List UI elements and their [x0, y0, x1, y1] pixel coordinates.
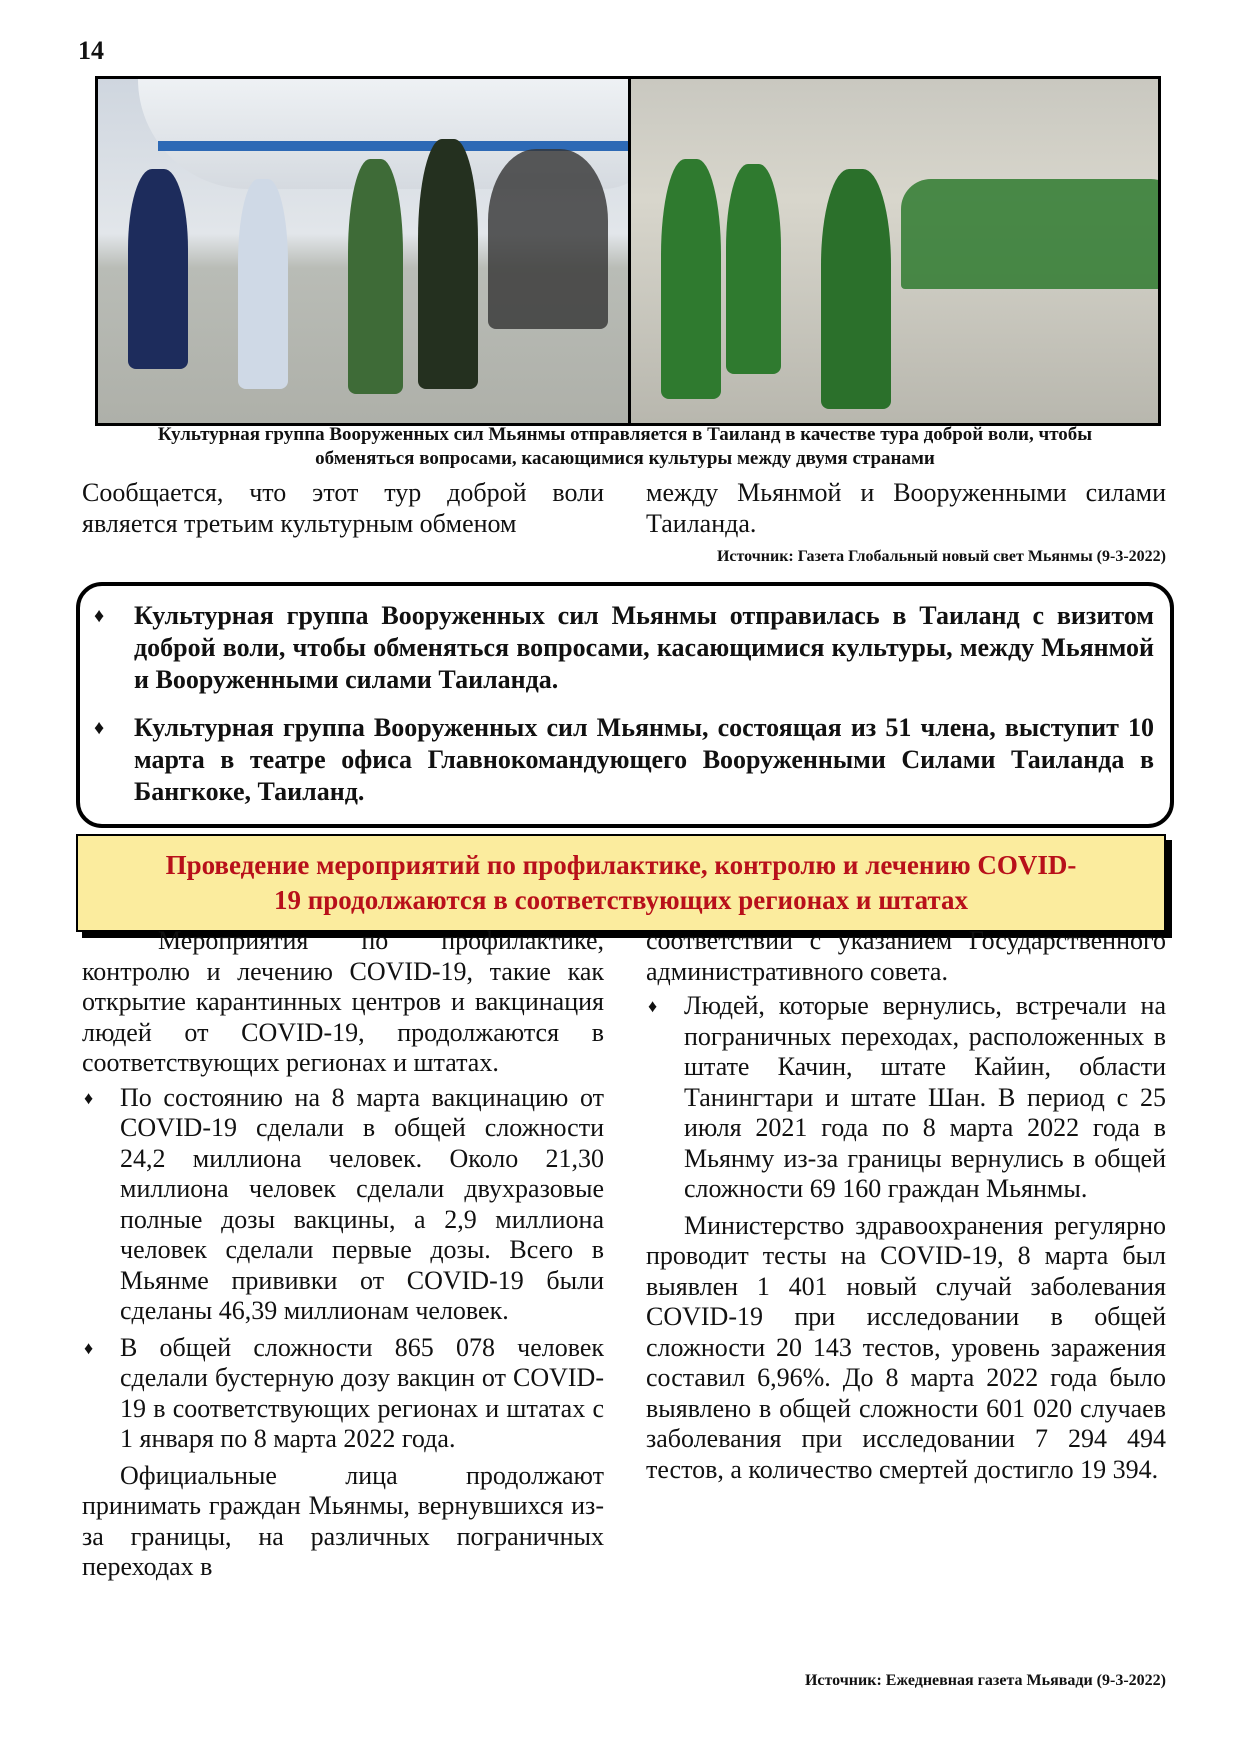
highlight-bullet-1: [94, 600, 1154, 696]
article2-source: Источник: Ежедневная газета Мьявади (9-3-2022): [804, 1672, 1166, 1689]
headline-line2: 19 продолжаются в соответствующих регионах и штатах: [273, 885, 968, 915]
photo-caption-line1: Культурная группа Вооруженных сил Мьянмы отправляется в Таиланд в качестве тура доброй воли, чтобы: [157, 424, 1093, 445]
list-item: [82, 1333, 604, 1455]
article1-right-text: между Мьянмой и Вооруженными силами Таиланда.: [646, 478, 1166, 538]
photo-soldiers-line: [631, 79, 1158, 423]
article2-headline: [76, 834, 1166, 932]
bullet-icon: ♦: [84, 1337, 94, 1358]
bullet-icon: ♦: [94, 717, 105, 739]
photo-caption: [95, 423, 1155, 471]
highlight-bullet-2-text: Культурная группа Вооруженных сил Мьянмы, состоящая из 51 члена, выступит 10 марта в театре офиса Главнокомандующего Вооруженными Силами Таиланда в Бангкоке, Таиланд.: [134, 713, 1154, 806]
highlights-box: [76, 582, 1174, 828]
article2-para-end: Официальные лица продолжают принимать граждан Мьянмы, вернувшихся из-за границы, на различных пограничных переходах в: [82, 1460, 604, 1581]
list-item-text: Людей, которые вернулись, встречали на пограничных переходах, расположенных в штате Качин, штате Кайин, области Танингтари и штате Шан. В период с 25 июля 2021 года по 8 марта 2022 года в Мьянму из-за границы вернулись в общей сложности 69 160 граждан Мьянмы.: [684, 991, 1166, 1203]
article1-left-text: Сообщается, что этот тур доброй воли является третьим культурным обменом: [82, 478, 604, 538]
article1-source: Источник: Газета Глобальный новый свет Мьянмы (9-3-2022): [716, 548, 1166, 565]
bullet-icon: ♦: [648, 996, 658, 1016]
list-item-text: По состоянию на 8 марта вакцинацию от COVID-19 сделали в общей сложности 24,2 миллиона человек. Около 21,30 миллиона человек сделали двухразовые полные дозы вакцины, а 2,9 миллиона человек сделали первые дозы. Всего в Мьянме прививки от COVID-19 были сделаны 46,39 миллионам человек.: [120, 1082, 604, 1325]
list-item-text: В общей сложности 865 078 человек сделали бустерную дозу вакцин от COVID-19 в соответствующих регионах и штатах с 1 января по 8 марта 2022 года.: [120, 1332, 604, 1453]
page-number: 14: [78, 36, 104, 65]
article2-intro: Мероприятия по профилактике, контролю и лечению COVID-19, такие как открытие карантинных центров и вакцинация людей от COVID-19, продолжаются в соответствующих регионах и штатах.: [82, 926, 604, 1077]
bullet-icon: ♦: [84, 1087, 94, 1108]
bullet-icon: ♦: [94, 605, 105, 627]
highlight-bullet-1-text: Культурная группа Вооруженных сил Мьянмы отправилась в Таиланд с визитом доброй воли, чтобы обменяться вопросами, касающимися культуры, между Мьянмой и Вооруженными силами Таиланда.: [134, 601, 1154, 694]
headline-line1: Проведение мероприятий по профилактике, контролю и лечению COVID-: [165, 850, 1077, 880]
photo-caption-line2: обменяться вопросами, касающимися культуры между двумя странами: [315, 448, 935, 469]
article2-continuation: соответствии с указанием Государственного административного совета.: [646, 926, 1166, 986]
article2-left-column: [82, 926, 604, 1583]
article2-ministry-para: Министерство здравоохранения регулярно проводит тесты на COVID-19, 8 марта был выявлен 1 401 новый случай заболевания COVID-19 при исследовании в общей сложности 20 143 тестов, уровень заражения составил 6,96%. До 8 марта 2022 года было выявлено в общей сложности 601 020 случаев заболевания при исследовании 7 294 494 тестов, а количество смертей достигло 19 394.: [646, 1210, 1166, 1484]
highlight-bullet-2: [94, 712, 1154, 808]
list-item: [82, 1083, 604, 1327]
list-item: [646, 991, 1166, 1205]
photo-pair: [95, 76, 1161, 426]
article2-right-column: [646, 926, 1166, 1485]
photo-departure-ceremony: [98, 79, 631, 423]
